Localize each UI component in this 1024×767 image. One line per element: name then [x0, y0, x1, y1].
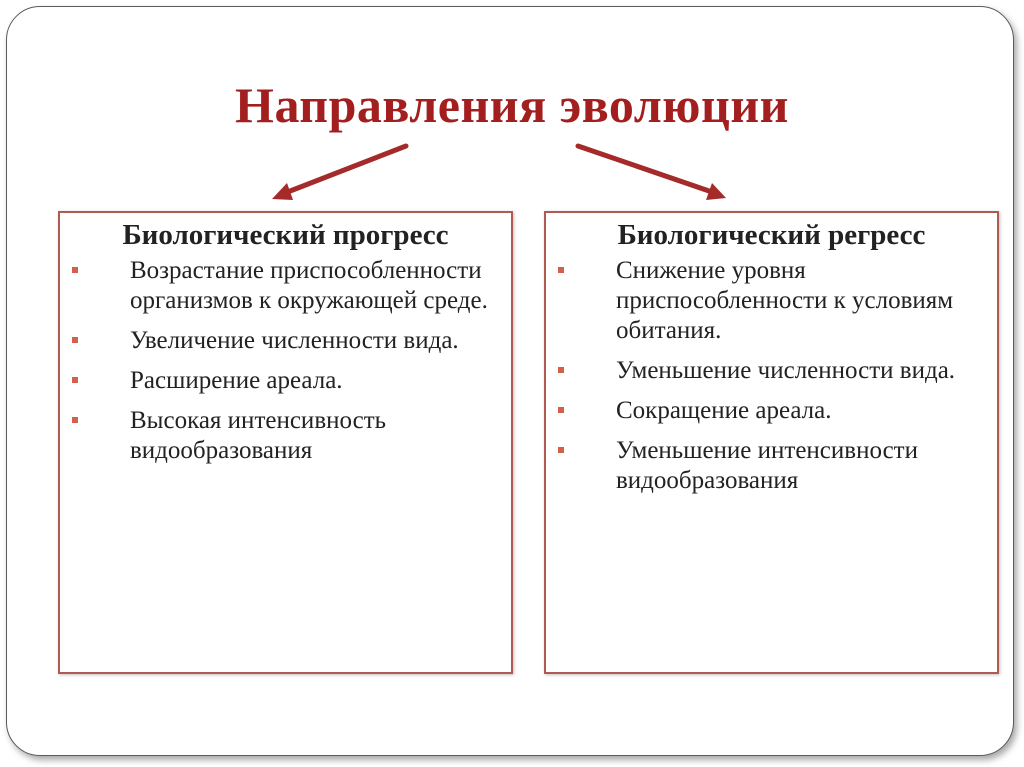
- list-item: [616, 396, 987, 426]
- square-bullet-icon: [72, 417, 78, 423]
- regress-heading: Биологический регресс: [617, 219, 926, 251]
- regress-panel: [544, 211, 999, 674]
- square-bullet-icon: [558, 267, 564, 273]
- list-item: [616, 256, 987, 346]
- list-item: [130, 326, 501, 356]
- square-bullet-icon: [72, 267, 78, 273]
- square-bullet-icon: [558, 407, 564, 413]
- list-item-text: Возрастание приспособленности организмов к окружающей среде.: [130, 257, 488, 315]
- list-item-text: Уменьшение интенсивности видообразования: [616, 437, 918, 495]
- progress-heading: Биологический прогресс: [122, 219, 449, 251]
- list-item: [130, 406, 501, 466]
- list-item: [130, 366, 501, 396]
- progress-panel: [58, 211, 513, 674]
- square-bullet-icon: [72, 337, 78, 343]
- slide-title: Направления эволюции: [235, 77, 789, 133]
- square-bullet-icon: [558, 447, 564, 453]
- square-bullet-icon: [72, 377, 78, 383]
- list-item-text: Снижение уровня приспособленности к условиям обитания.: [616, 257, 954, 345]
- list-item: [616, 356, 987, 386]
- list-item-text: Увеличение численности вида.: [130, 327, 459, 355]
- list-item-text: Уменьшение численности вида.: [616, 357, 956, 385]
- square-bullet-icon: [558, 367, 564, 373]
- list-item-text: Сокращение ареала.: [616, 397, 832, 425]
- list-item: [130, 256, 501, 316]
- list-item-text: Высокая интенсивность видообразования: [130, 407, 387, 465]
- regress-list: [546, 256, 997, 496]
- progress-list: [60, 256, 511, 466]
- list-item: [616, 436, 987, 496]
- list-item-text: Расширение ареала.: [130, 367, 343, 395]
